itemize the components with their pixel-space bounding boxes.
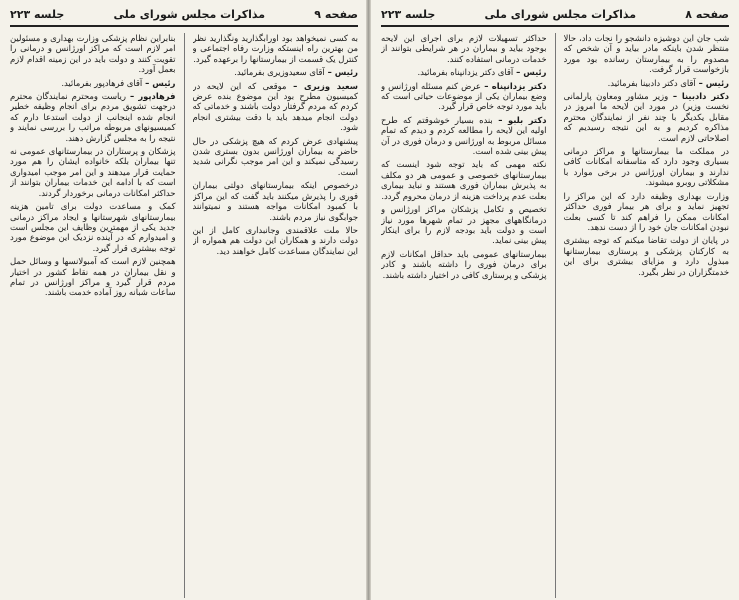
text-columns	[381, 33, 729, 598]
paragraph-text: بنده بسیار خوشوقتم که طرح اولیه این لایحه را مطالعه کردم و دیدم که تمام مسائل مربوط به اورژانس و درمان فوری در آن پیش بینی شده است.	[381, 114, 547, 157]
paragraph	[10, 91, 176, 143]
paragraph-text: وزیر مشاور ومعاون پارلمانی نخست وزیر) در مورد این لایحه ما امروز در مقابل یکدیگر با چند نفر از نمایندگان محترم مذاکره کردیم و به این نتیجه رسیدیم که اصلاحاتی لازم است.	[563, 91, 729, 143]
paragraph	[10, 201, 176, 253]
paragraph	[564, 146, 730, 188]
paragraph-text: ریاست ومحترم نمایندگان محترم درجهت تشویق مردم برای انجام وظیفه خطیر انجام شده اینجانب از دولت استدعا دارم که کمیسیونهای مربوطه مراتب را بررسی نمایند و نتیجه را به مجلس گزارش دهند.	[10, 91, 176, 143]
paragraph	[564, 91, 730, 143]
paragraph-text: آقای سعیدوزیری بفرمائید.	[234, 67, 325, 78]
paragraph-text: حداکثر تسهیلات لازم برای اجرای این لایحه بوجود بیاید و بیماران در هر شرایطی بتوانند از خدمات درمانی استفاده کنند.	[381, 33, 547, 64]
paragraph	[564, 78, 730, 88]
session-number: جلسه ۲۲۳	[381, 7, 436, 21]
paragraph	[564, 191, 730, 233]
paragraph	[10, 33, 176, 75]
paragraph-text: در پایان از دولت تقاضا میکنم که توجه بیشتری به کارکنان پزشکی و پرستاری بیمارستانها مبذول دارد و مزایای بیشتری برای این خدمتگزاران در نظر بگیرد.	[563, 235, 729, 277]
paragraph-text: آقای فرهادپور بفرمائید.	[61, 77, 143, 88]
paragraph	[10, 78, 176, 88]
speaker-name: سعید وزیری –	[286, 80, 358, 91]
text-column	[564, 33, 730, 598]
paragraph	[381, 249, 547, 280]
paragraph-text: آقای دکتر یزدانپناه بفرمائید.	[417, 67, 514, 78]
paragraph	[193, 67, 359, 77]
paragraph	[193, 33, 359, 64]
text-columns	[10, 33, 358, 598]
speaker-name: رئیس –	[324, 67, 358, 78]
paragraph	[381, 33, 547, 64]
paragraph-text: آقای دکتر دادبینا بفرمائید.	[607, 77, 696, 88]
paragraph	[193, 225, 359, 256]
text-column	[381, 33, 547, 598]
text-column	[10, 33, 176, 598]
paragraph	[193, 136, 359, 178]
paragraph	[564, 33, 730, 75]
paragraph-text: کمک و مساعدت دولت برای تامین هزینه بیمارستانهای شهرستانها و ایجاد مراکز درمانی جدید یکی از مهمترین وظایف این مجلس است و امیدوارم که در آینده نزدیک این موضوع مورد توجه بیشتری قرار گیرد.	[10, 201, 176, 253]
speaker-name: رئیس –	[695, 77, 729, 88]
paragraph-text: عرض کنم مسئله اورژانس و وضع بیماران یکی از موضوعات حیاتی است که باید مورد توجه خاص قرار گیرد.	[381, 80, 547, 112]
speaker-name: دکتر یزدانپناه –	[480, 80, 547, 91]
paragraph-text: نکته مهمی که باید توجه شود اینست که بیمارستانهای خصوصی و عمومی هر دو مکلف به پذیرش بیماران فوری هستند و نباید بیماری بعلت عدم پرداخت هزینه از درمان محروم گردد.	[381, 159, 547, 201]
page-title: مذاکرات مجلس شورای ملی	[113, 7, 266, 21]
column-divider	[555, 33, 556, 598]
paragraph-text: پیشنهادی عرض کردم که هیچ پزشکی در حال حاضر به بیماران اورژانس بدون بستری شدن رسیدگی نمیکند و این امر موجب نگرانی شدید است.	[192, 135, 358, 177]
paragraph-text: در مملکت ما بیمارستانها و مراکز درمانی بسیاری وجود دارد که متاسفانه امکانات کافی ندارند و بیماران اورژانس در برخی موارد با مشکلاتی روبرو میشوند.	[563, 146, 729, 188]
page-header	[10, 6, 358, 27]
left-page	[0, 0, 368, 600]
page-number: صفحه ۹	[314, 7, 358, 21]
paragraph	[381, 115, 547, 157]
page-number: صفحه ۸	[685, 7, 729, 21]
session-number: جلسه ۲۲۳	[10, 7, 65, 21]
text-column	[193, 33, 359, 598]
paragraph	[381, 67, 547, 77]
page-title: مذاکرات مجلس شورای ملی	[484, 7, 637, 21]
paragraph-text: بنابراین نظام پزشکی وزارت بهداری و مسئولین امر لازم است که مراکز اورژانس و درمانی را تقویت کنند و دولت باید در این زمینه اقدام لازم بعمل آورد.	[10, 33, 176, 75]
paragraph-text: درخصوص اینکه بیمارستانهای دولتی بیماران فوری را پذیرش میکنند باید گفت که این مراکز با کمبود امکانات مواجه هستند و نمیتوانند جوابگوی نیاز مردم باشند.	[192, 180, 358, 222]
paragraph-text: حالا ملت علاقمندی وجانبداری کامل از این دولت دارند و همکاران این دولت هم همواره از این نمایندگان مساعدت کامل خواهند دید.	[192, 224, 358, 256]
paragraph	[381, 81, 547, 112]
paragraph-text: تخصیص و تکامل پزشکان مراکز اورژانس و درمانگاههای مجهز در تمام شهرها مورد نیاز است و دولت باید بودجه لازم را برای اینکار پیش بینی نماید.	[381, 204, 547, 246]
paragraph	[10, 146, 176, 198]
paragraph	[381, 159, 547, 201]
speaker-name: دکتر دادبینا –	[668, 91, 729, 102]
paragraph	[564, 235, 730, 277]
speaker-name: رئیس –	[142, 77, 176, 88]
paragraph-text: همچنین لازم است که آمبولانسها و وسائل حمل و نقل بیماران در همه نقاط کشور در اختیار مردم قرار گیرد و مراکز اورژانس در تمام ساعات شبانه روز آماده خدمت باشند.	[10, 256, 176, 298]
right-page	[371, 0, 739, 600]
paragraph-text: بیمارستانهای عمومی باید حداقل امکانات لازم برای درمان فوری را داشته باشند و کادر پزشکی و پرستاری کافی در اختیار داشته باشند.	[381, 248, 547, 280]
paragraph	[193, 180, 359, 222]
page-header	[381, 6, 729, 27]
speaker-name: رئیس –	[513, 67, 547, 78]
speaker-name: دکتر بلبو –	[492, 114, 547, 125]
column-divider	[184, 33, 185, 598]
paragraph-text: پزشکان و پرستاران در بیمارستانهای عمومی نه تنها بیماران بلکه خانواده ایشان را هم مورد حمایت قرار میدهند و این امر موجب امیدواری است که با ادامه این خدمات بیماران بتوانند از حداکثر امکانات درمانی برخوردار گردند.	[10, 146, 176, 198]
speaker-name: فرهادپور –	[125, 91, 176, 102]
paragraph-text: شب جان این دوشیزه دانشجو را نجات داد، حالا منتظر شدن باینکه مادر بیاید و آن شخص که مصدوم را به بیمارستان رسانده بود مورد بازخواست قرار گرفت.	[563, 33, 729, 75]
paragraph	[10, 256, 176, 298]
paragraph-text: وزارت بهداری وظیفه دارد که این مراکز را تجهیز نماید و برای هر بیمار فوری حداکثر امکانات ممکن را فراهم کند تا کسی بعلت نبودن امکانات جان خود را از دست ندهد.	[563, 190, 729, 232]
paragraph-text: موقعی که این لایحه در کمیسیون مطرح بود این موضوع بنده عرض کردم که مردم گرفتار دولت باشند و خدماتی که دولت انجام میدهد باید با دقت بیشتری انجام شود.	[192, 80, 358, 133]
paragraph	[193, 81, 359, 133]
paragraph-text: به کسی نمیخواهد بود اورابگذارید ونگذارید نظر من بهترین راه اینستکه وزارت رفاه اجتماعی و کنترل یک قسمت از بیمارستانها را برعهده گیرد.	[192, 33, 358, 64]
paragraph	[381, 204, 547, 246]
